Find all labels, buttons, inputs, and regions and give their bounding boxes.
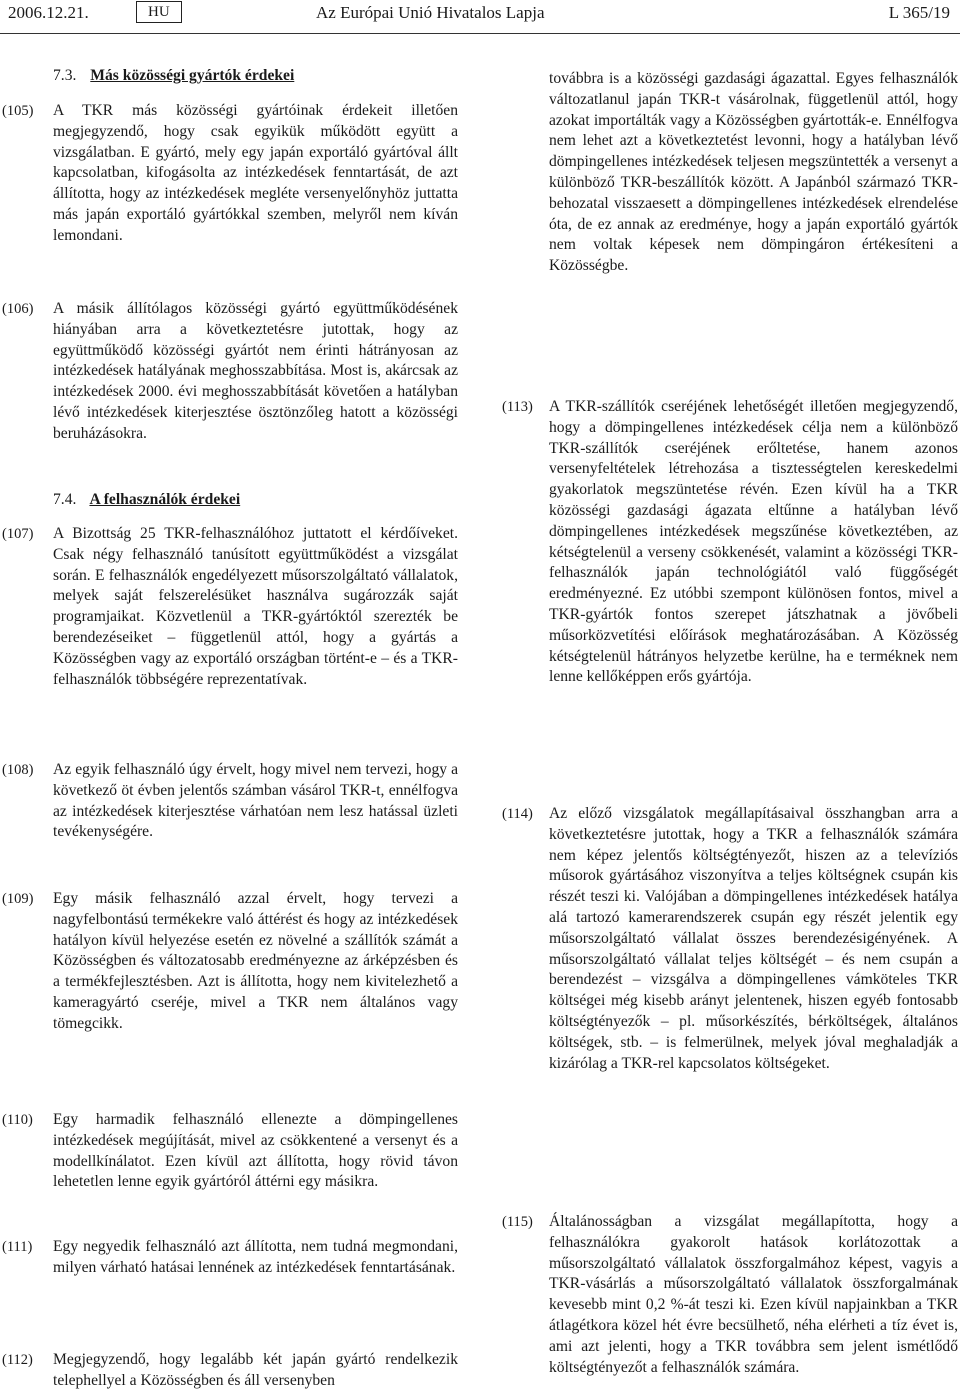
paragraph-113 xyxy=(500,397,958,688)
paragraph-112 xyxy=(0,1350,458,1392)
paragraph-text: Az előző vizsgálatok megállapításaival összhangban arra a következtetésre jutottak, hogy a TKR a felhasználók számára nem képez jelentős költségtényezőt, hiszen az a televíziós műsorok gyártásához viszonyítva a teljes költségnek csupán kis részét teszi ki. Valójában a dömpingellenes intézkedések hatálya alá tartozó kamerarendszerek csupán egy részét jelentik egy műsorszolgáltató vállalat összes berendezésigényének. A műsorszolgáltató vállalat teljes költségét – és nem csupán a berendezést – vizsgálva a dömpingellenes vámköteles TKR költségei még kisebb arányt jelentenek, hiszen egyéb fontosabb költségtényezők – pl. műsorkészítés, bérköltségek, általános költségek, stb. – is felmerülnek, melyek jóval meghaladják a kizárólag a TKR-rel kapcsolatos költségeket. xyxy=(549,805,958,1072)
paragraph-number: (105) xyxy=(2,103,34,119)
paragraph-text: Az egyik felhasználó úgy érvelt, hogy mivel nem tervezi, hogy a következő öt évben jelentős számban vásárol TKR-t, ennélfogva az intézkedések kiterjesztése várhatóan nem lesz hatással üzleti tevékenységére. xyxy=(53,761,458,841)
paragraph-105 xyxy=(0,101,458,247)
paragraph-number: (115) xyxy=(502,1214,533,1230)
paragraph-107 xyxy=(0,524,458,690)
paragraph-text: Megjegyzendő, hogy legalább két japán gyártó rendelkezik telephellyel a Közösségben és áll versenyben xyxy=(53,1351,458,1389)
paragraph-114 xyxy=(500,804,958,1074)
journal-title: Az Európai Unió Hivatalos Lapja xyxy=(316,3,545,22)
header-date: 2006.12.21. xyxy=(8,3,89,22)
paragraph-text: Egy másik felhasználó azzal érvelt, hogy tervezi a nagyfelbontású termékekre való áttérést és hogy az intézkedések hatályon kívül helyezése esetén ez növelné a szállítók számát a Közösségben és változatosabb eredményezne az árképzésben és a termékfejlesztésben. Azt is állította, hogy nem kivitelezhető a kameragyártó cseréje, mivel a TKR nem általános vagy tömegcikk. xyxy=(53,890,458,1032)
section-heading-7-3 xyxy=(0,66,511,87)
paragraph-number: (114) xyxy=(502,806,533,822)
section-number: 7.4. xyxy=(53,491,77,508)
paragraph-number: (113) xyxy=(502,399,533,415)
paragraph-number: (109) xyxy=(2,891,34,907)
paragraph-number: (111) xyxy=(2,1239,33,1255)
paragraph-number: (110) xyxy=(2,1112,33,1128)
paragraph-number: (107) xyxy=(2,526,34,542)
paragraph-109 xyxy=(0,889,458,1035)
paragraph-number: (112) xyxy=(2,1352,33,1368)
page-header xyxy=(0,0,960,34)
paragraph-text: A TKR-szállítók cseréjének lehetőségét illetően megjegyzendő, hogy a dömpingellenes intézkedések célja nem a különböző TKR-szállítók cseréjének erőltetése, hanem azonos versenyfeltételek létrehozása a tisztességtelen kereskedelmi gyakorlatok megszüntetése révén. Ezen kívül ha a TKR közösségi gazdasági ágazata eltűnne a hatályban lévő dömpingellenes intézkedések megszűnése következtében, az kétségtelenül a verseny csökkenését, valamint a közösségi TKR-felhasználók japán technológiától való függőségét eredményezné. Ez utóbbi szempont különösen fontos, mivel a TKR-gyártók fontos szerepet játszhatnak a jövőbeli műsorközvetítési előírások meghatározásában. A Közösség kétségtelenül hátrányos helyzetbe kerülne, ha e terméknek nem lenne kellőképpen erős gyártója. xyxy=(549,398,958,686)
section-number: 7.3. xyxy=(53,67,77,84)
language-badge: HU xyxy=(136,1,182,23)
paragraph-number: (108) xyxy=(2,762,34,778)
paragraph-110 xyxy=(0,1110,458,1193)
paragraph-111 xyxy=(0,1237,458,1279)
page-number: L 365/19 xyxy=(888,3,950,22)
paragraph-text: továbbra is a közösségi gazdasági ágazattal. Egyes felhasználók változatlanul japán TKR-t vásárolnak, függetlenül attól, hogy azokat importálták vagy a Közösségben gyártották-e. Ennélfogva nem lehet azt a következtetést levonni, hogy a hatályban lévő dömpingellenes intézkedések teljesen megszüntették a versenyt a különböző TKR-beszállítók között. A Japánból származó TKR-behozatal visszaesett a dömpingellenes intézkedések elrendelése óta, de ez annak az eredménye, hogy a japán exportáló gyártók nem voltak képesek nem dömpingáron értékesíteni a Közösségbe. xyxy=(549,70,958,275)
paragraph-106 xyxy=(0,299,458,445)
paragraph-text: Egy negyedik felhasználó azt állította, nem tudná megmondani, milyen várható hatásai lennének az intézkedések fenntartásának. xyxy=(53,1238,458,1276)
paragraph-115 xyxy=(500,1212,958,1378)
section-title: Más közösségi gyártók érdekei xyxy=(90,67,295,84)
section-heading-7-4 xyxy=(0,490,511,511)
paragraph-108 xyxy=(0,760,458,843)
header-rule xyxy=(0,33,960,34)
continued-paragraph xyxy=(500,69,958,277)
section-title: A felhasználók érdekei xyxy=(89,491,241,508)
paragraph-text: Általánosságban a vizsgálat megállapította, hogy a felhasználókra gyakorolt hatások korlátozottak a műsorszolgáltató vállalatok összforgalmához képest, vagyis a TKR-vásárlás a műsorszolgáltató vállalatok összforgalmának kevesebb mint 0,2 %-át teszi ki. Ezen kívül napjainkban a TKR átlagétkora közel hét évre becsülhető, néha elérheti a tíz évet is, ami azt jelenti, hogy a TKR továbbra sem jelent ismétlődő költségtényezőt a felhasználók számára. xyxy=(549,1213,958,1376)
paragraph-number: (106) xyxy=(2,301,34,317)
paragraph-text: A másik állítólagos közösségi gyártó együttműködésének hiányában arra a következtetésre jutottak, hogy az együttműködő közösségi gyártót nem érinti hátrányosan az intézkedések hatályának meghosszabbítása. Most is, akárcsak az intézkedések 2000. évi meghosszabbítását követően a hatályban lévő intézkedések kiterjesztése ösztönzőleg hatott a közösségi beruházásokra. xyxy=(53,300,458,442)
paragraph-text: A TKR más közösségi gyártóinak érdekeit illetően megjegyzendő, hogy csak egyikük működött együtt a vizsgálatban. E gyártó, mely egy japán exportáló gyártóval állt kapcsolatban, kifogásolta az intézkedések fenntartását, de azt állította, hogy az intézkedések megléte versenyelőnyhöz juttatta más japán exportáló gyártókkal szemben, melyről nem kíván lemondani. xyxy=(53,102,458,244)
paragraph-text: Egy harmadik felhasználó ellenezte a dömpingellenes intézkedések megújítását, mivel az csökkentené a versenyt és a modellkínálatot. Ezen kívül azt állította, hogy rövid távon lehetetlen lenne egyik gyártóról áttérni egy másikra. xyxy=(53,1111,458,1191)
paragraph-text: A Bizottság 25 TKR-felhasználóhoz juttatott el kérdőíveket. Csak négy felhasználó tanúsított együttműködést a vizsgálat során. E felhasználók engedélyezett műsorszolgáltató vállalatok, melyek saját felszerelésüket használva sugározzák saját programjaikat. Közvetlenül a TKR-gyártóktól szerezték be berendezéseiket – függetlenül attól, hogy a gyártás a Közösségben vagy az exportáló országban történt-e – és a TKR-felhasználók többségére reprezentatívak. xyxy=(53,525,458,688)
